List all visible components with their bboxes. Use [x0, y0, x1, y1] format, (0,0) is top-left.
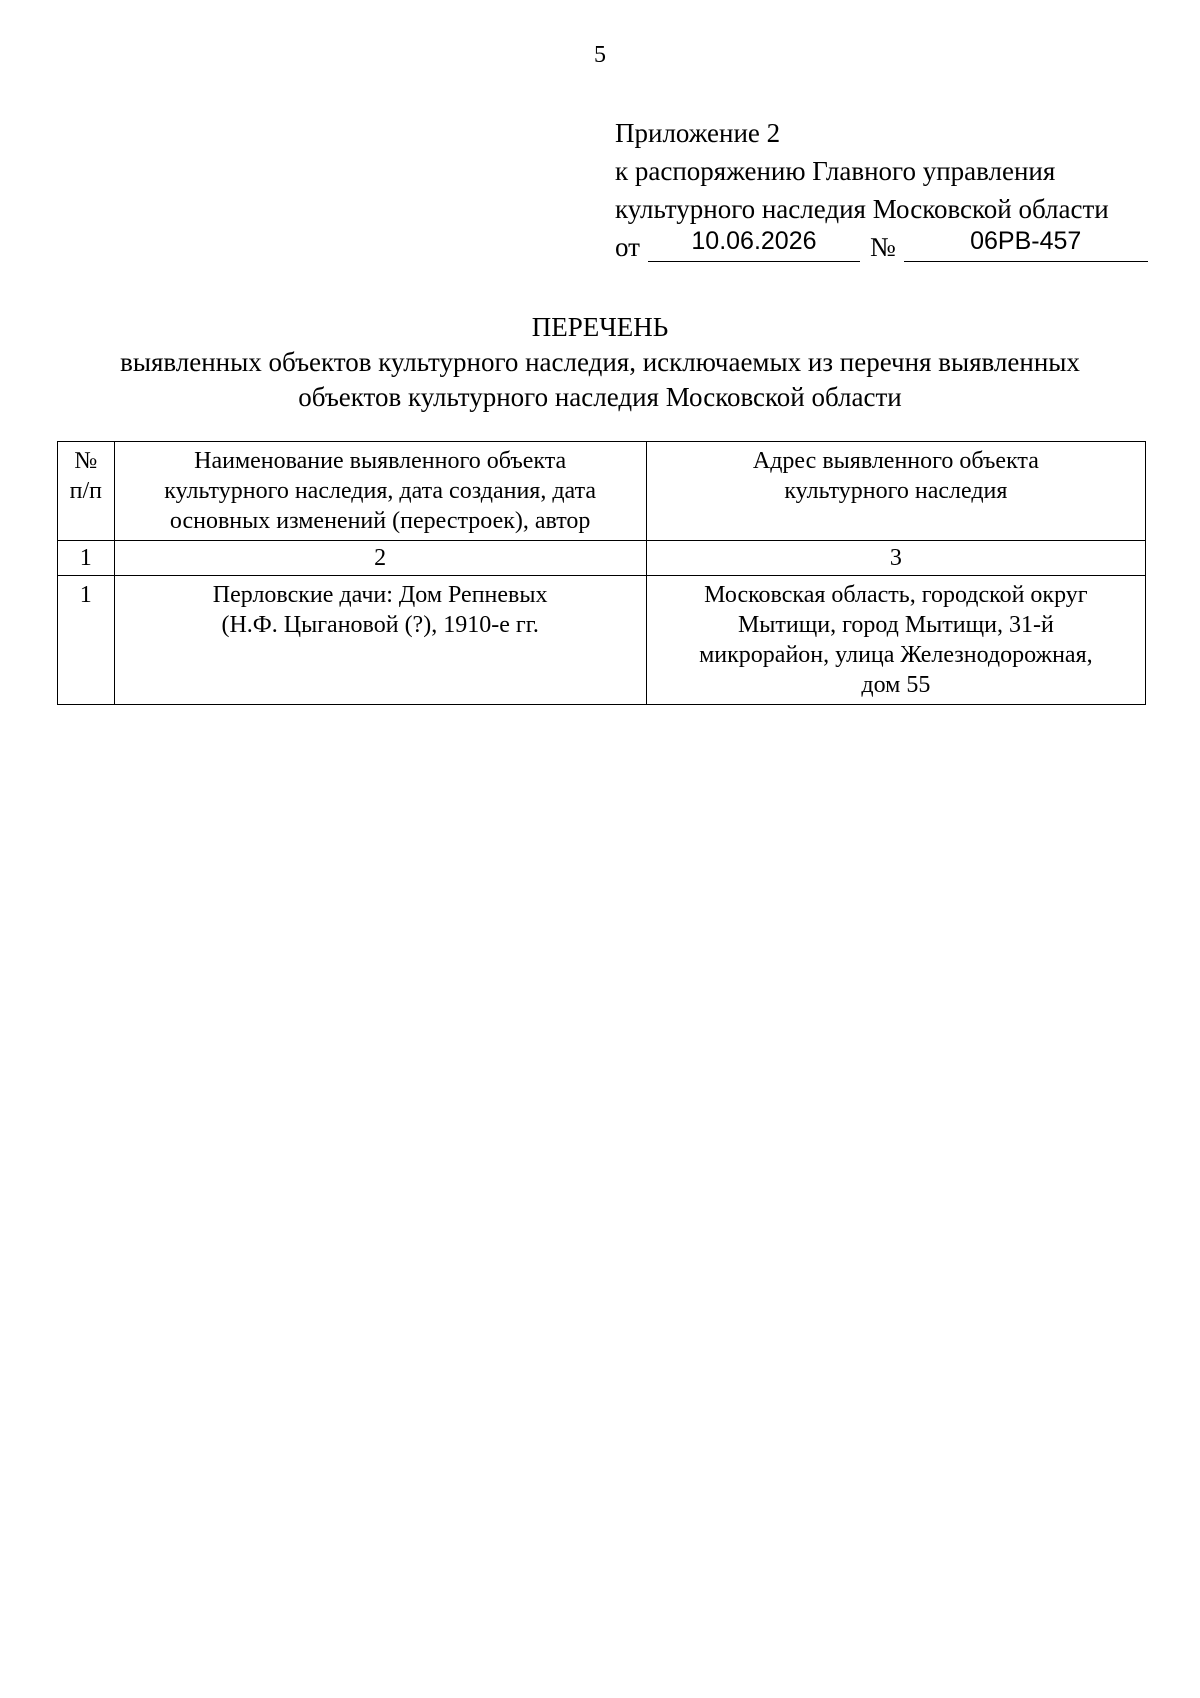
column-number-cell: 3	[646, 541, 1145, 576]
date-value: 10.06.2026	[691, 227, 817, 255]
document-subtitle-line-2: объектов культурного наследия Московской области	[298, 382, 902, 412]
column-number-row	[58, 541, 1146, 576]
document-heading: ПЕРЕЧЕНЬ	[531, 312, 669, 342]
page-number: 5	[594, 42, 606, 68]
number-label: №	[869, 232, 896, 262]
row-address-line-1: Московская область, городской округ	[704, 582, 1088, 608]
header-number-cell	[58, 442, 115, 541]
header-name-cell	[114, 442, 646, 541]
row-name-line-2: (Н.Ф. Цыгановой (?), 1910-е гг.	[221, 612, 539, 638]
table-row	[58, 576, 1146, 705]
row-address-line-4: дом 55	[861, 672, 931, 698]
header-number-line-2: п/п	[69, 478, 102, 504]
header-number-line-1: №	[74, 448, 98, 474]
appendix-authority-line: культурного наследия Московской области	[615, 194, 1109, 224]
number-value: 06РВ-457	[970, 227, 1082, 255]
row-address-line-3: микрорайон, улица Железнодорожная,	[699, 642, 1093, 668]
row-number-cell: 1	[58, 576, 115, 705]
row-address-cell	[646, 576, 1145, 705]
header-name-line-1: Наименование выявленного объекта	[194, 448, 567, 474]
header-address-cell	[646, 442, 1145, 541]
heritage-objects-table	[57, 441, 1146, 705]
header-address-line-2: культурного наследия	[784, 478, 1008, 504]
row-name-line-1: Перловские дачи: Дом Репневых	[212, 582, 548, 608]
document-title-block	[0, 310, 1200, 415]
appendix-reference-line: к распоряжению Главного управления	[615, 156, 1056, 186]
appendix-title: Приложение 2	[615, 118, 781, 148]
header-name-line-3: основных изменений (перестроек), автор	[169, 508, 591, 534]
column-number-cell: 1	[58, 541, 115, 576]
header-address-line-1: Адрес выявленного объекта	[752, 448, 1039, 474]
appendix-block	[615, 114, 1165, 266]
row-name-cell	[114, 576, 646, 705]
header-name-line-2: культурного наследия, дата создания, дата	[164, 478, 597, 504]
row-address-line-2: Мытищи, город Мытищи, 31-й	[737, 612, 1054, 638]
number-field	[904, 227, 1148, 262]
document-subtitle-line-1: выявленных объектов культурного наследия, исключаемых из перечня выявленных	[120, 347, 1080, 377]
column-number-cell: 2	[114, 541, 646, 576]
from-label: от	[615, 232, 640, 262]
table-header-row	[58, 442, 1146, 541]
date-field	[648, 227, 860, 262]
appendix-date-number-line	[615, 228, 1165, 266]
